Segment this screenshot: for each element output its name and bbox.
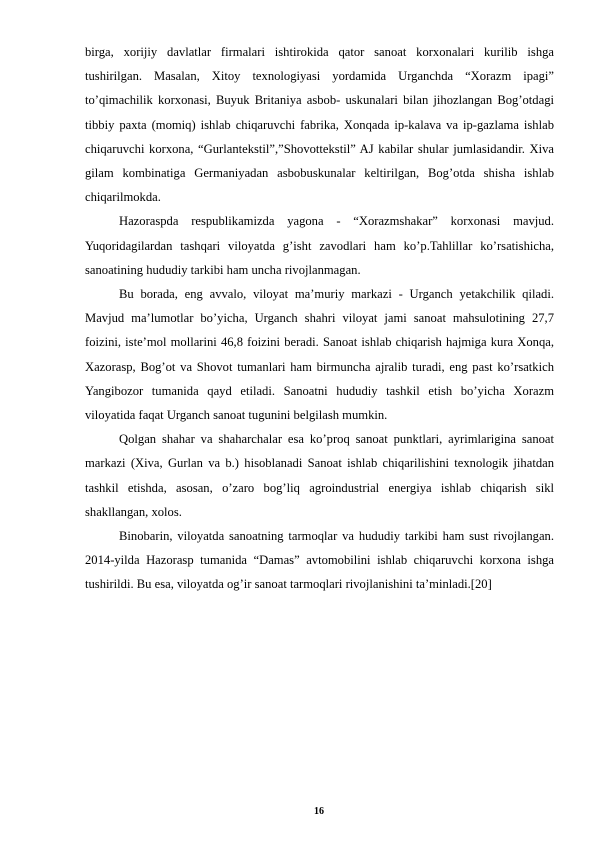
paragraph-binobarin: Binobarin, viloyatda sanoatning tarmoqlar va hududiy tarkibi ham sust rivojlangan. 2014-yilda Hazorasp tumanida “Damas” avtomobilini ishlab chiqaruvchi korxona ishga tushirildi. Bu esa, viloyatda og’ir sanoat tarmoqlari rivojlanishini ta’minladi.[20] bbox=[85, 529, 554, 592]
paragraph-sanoat-punktlari: Qolgan shahar va shaharchalar esa ko’proq sanoat punktlari, ayrimlarigina sanoat markazi (Xiva, Gurlan va b.) hisoblanadi Sanoat ishlab chiqarilishini texnologik jihatdan tashkil etishda, asosan, o’zaro bog’liq agroindustrial energiya ishlab chiqarish sikl shakllangan, xolos. bbox=[85, 432, 554, 519]
paragraph-urganch: Bu borada, eng avvalo, viloyat ma’muriy markazi - Urganch yetakchilik qiladi. Mavjud ma’lumotlar bo’yicha, Urganch shahri viloyat jami sanoat mahsulotining 27,7 foizini, iste’mol mollarini 46,8 foizini beradi. Sanoat ishlab chiqarish hajmiga kura Xonqa, Xazorasp, Bog’ot va Shovot tumanlari ham birmuncha ajralib turadi, eng past ko’rsatkich Yangibozor tumanida qayd etiladi. Sanoatni hududiy tashkil etish bo’yicha Xorazm viloyatida faqat Urganch sanoat tugunini belgilash mumkin. bbox=[85, 287, 554, 423]
paragraph-continuation: birga, xorijiy davlatlar firmalari ishtirokida qator sanoat korxonalari kurilib ishga tushirilgan. Masalan, Xitoy texnologiyasi yordamida Urganchda “Xorazm ipagi” to’qimachilik korxonasi, Buyuk Britaniya asbob- uskunalari bilan jihozlangan Bog’otdagi tibbiy paxta (momiq) ishlab chiqaruvchi fabrika, Xonqada ip-kalava va ip-gazlama ishlab chiqaruvchi korxona, “Gurlantekstil”,”Shovottekstil” AJ kabilar shular jumlasidandir. Xiva gilam kombinatiga Germaniyadan asbobuskunalar keltirilgan, Bog’otda shisha ishlab chiqarilmokda. bbox=[85, 45, 554, 205]
body-text bbox=[85, 40, 554, 597]
paragraph-xorazmshakar: Hazoraspda respublikamizda yagona - “Xorazmshakar” korxonasi mavjud. Yuqoridagilardan tashqari viloyatda g’isht zavodlari ham ko’p.Tahlillar ko’rsatishicha, sanoatining hududiy tarkibi ham uncha rivojlanmagan. bbox=[85, 214, 554, 277]
page-number: 16 bbox=[314, 806, 324, 817]
